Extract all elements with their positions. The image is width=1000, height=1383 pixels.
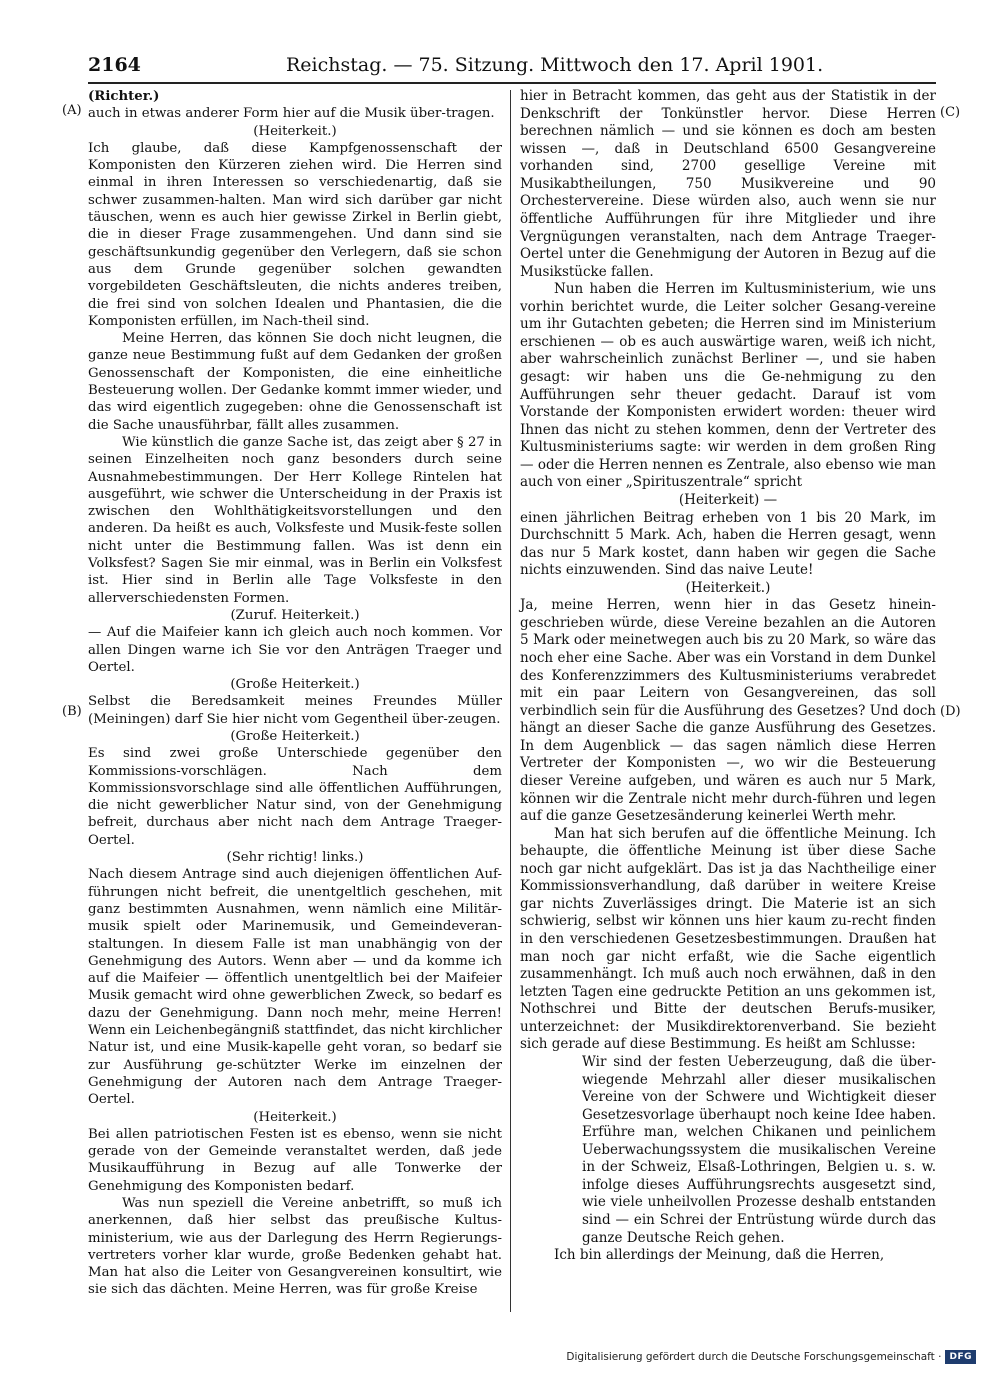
right-column [520, 88, 936, 1265]
margin-mark-a: (A) [62, 103, 82, 118]
credit-text: Digitalisierung gefördert durch die Deutsche Forschungsgemeinschaft · [566, 1351, 942, 1363]
margin-mark-b: (B) [62, 704, 82, 719]
paragraph: Nun haben die Herren im Kultusministerium, wie uns vorhin berichtet wurde, die Leiter solcher Gesang-vereine um ihr Gutachten gebeten; die Herren sind im Ministerium erschienen — ob es auch auswärtige waren, weiß ich nicht, aber wahrscheinlich zunächst Berliner —, und sie haben gesagt: wir haben uns die Ge-nehmigung zu den Aufführungen sehr theuer gedacht. Darauf ist vom Vorstande der Komponisten erwidert worden: theuer wird Ihnen das nicht zu stehen kommen, denn der Vertreter des Kultusministeriums sagte: wir werden in dem großen Ring — oder die Herren nennen es Zentrale, also ebenso wie man auch von einer „Spirituszentrale“ spricht [520, 281, 936, 491]
digitization-credit [566, 1350, 976, 1364]
dfg-logo: DFG [945, 1350, 976, 1364]
left-column [88, 88, 502, 1299]
paragraph: Ich glaube, daß diese Kampfgenossenschaft der Komponisten den Kürzeren ziehen wird. Die Herren sind einmal in ihren Interessen so verschiedenartig, daß sie schwer zusammen-halten. Man wird sich darüber gar nicht täuschen, wenn es auch hier gewisse Zirkel in Berlin giebt, die in dieser Frage zusammengehen. Und dann sind sie geschäftsunkundig gegenüber den Verlegern, daß sie schon aus dem Grunde gegenüber solchen gewandten vorgebildeten Geschäftsleuten, die nichts anderes treiben, die frei sind von solchen Idealen und Phantasien, die die Komponisten erfüllen, im Nach-theil sind. [88, 140, 502, 329]
speaker-name: (Richter.) [88, 89, 160, 104]
quoted-petition: Wir sind der festen Ueberzeugung, daß die über-wiegende Mehrzahl aller dieser musikalischen Vereine von der Schwere und Wichtigkeit dieser Gesetzesvorlage überhaupt noch keine Idee haben. Erführe man, welchen Chikanen und peinlichem Ueberwachungssystem die musikalischen Vereine in der Schweiz, Elsaß-Lothringen, Belgien u. s. w. infolge dieses Aufführungsrechts ausgesetzt sind, wie viele unheilvollen Prozesse deshalb entstanden sind — ein Schrei der Entrüstung würde durch das ganze Deutsche Reich gehen. [582, 1053, 936, 1246]
interjection: (Zuruf. Heiterkeit.) [230, 607, 360, 623]
interjection: (Heiterkeit.) [253, 1109, 337, 1125]
interjection: (Große Heiterkeit.) [230, 677, 360, 693]
running-header [88, 54, 936, 80]
header-rule [88, 82, 936, 84]
paragraph: Wie künstlich die ganze Sache ist, das zeigt aber § 27 in seinen Einzelheiten noch ganz besonders durch seine Ausnahmebestimmungen. Der Herr Kollege Rintelen hat ausgeführt, wie schwer die Unterscheidung in der Praxis ist zwischen den Wohlthätigkeitsvorstellungen und den anderen. Da heißt es auch, Volksfeste und Musik-feste sollen nicht unter die Bestimmung fallen. Was ist denn ein Volksfest? Sagen Sie mir einmal, was in Berlin ein Volksfest ist. Hier sind in Berlin alle Tage Volksfeste in den allerverschiedensten Formen. [88, 434, 502, 606]
interjection: (Große Heiterkeit.) [230, 728, 360, 744]
column-divider [510, 90, 511, 1312]
paragraph: Bei allen patriotischen Festen ist es ebenso, wenn sie nicht gerade von der Gemeinde veranstaltet werden, daß jede Musikaufführung in Bezug auf alle Tonwerke der Genehmigung des Komponisten bedarf. [88, 1126, 502, 1194]
paragraph: Ja, meine Herren, wenn hier in das Gesetz hinein-geschrieben würde, diese Vereine bezahlen an die Autoren 5 Mark oder meinetwegen auch bis zu 20 Mark, so wäre das noch eher eine Sache. Aber was ein Vorstand in dem Dunkel des Konferenzzimmers des Kultusministeriums verabredet mit ein paar Leitern von Gesangvereinen, das soll verbindlich sein für die Ausführung des Gesetzes? Und doch hängt an dieser Sache die ganze Ausführung des Gesetzes. In dem Augenblick — das sagen nämlich diese Herren Vertreter der Komponisten —, wo wir die Besteuerung dieser Vereine aufgeben, und wären es auch nur 5 Mark, können wir die Zentrale nicht mehr durch-führen und legen auf die ganze Gesetzesänderung keinerlei Werth mehr. [520, 597, 936, 825]
paragraph: Nach diesem Antrage sind auch diejenigen öffentlichen Auf-führungen nicht befreit, die unentgeltlich geschehen, mit ganz bestimmten Ausnahmen, wenn nämlich eine Militär-musik spielt oder Marinemusik, und Gemeindeveran-staltungen. In diesem Falle ist man unabhängig von der Genehmigung des Autors. Wenn aber — und da komme ich auf die Maifeier — öffentlich unentgeltlich bei der Maifeier Musik gemacht wird ohne gewerblichen Zweck, so bedarf es dazu der Genehmigung. Dann noch mehr, meine Herren! Wenn ein Leichenbegängniß stattfindet, das nicht kirchlicher Natur ist, und eine Musik-kapelle geht voran, so bedarf sie zur Ausführung ge-schützter Werke im einzelnen der Genehmigung der Autoren nach dem Antrage Traeger-Oertel. [88, 867, 502, 1108]
paragraph: — Auf die Maifeier kann ich gleich auch noch kommen. Vor allen Dingen warne ich Sie vor den Anträgen Traeger und Oertel. [88, 625, 502, 675]
paragraph: einen jährlichen Beitrag erheben von 1 bis 20 Mark, im Durchschnitt 5 Mark. Ach, haben die Herren gesagt, wenn das nur 5 Mark kostet, dann haben wir gegen die Sache nichts einzuwenden. Sind das naive Leute! [520, 509, 936, 579]
margin-mark-d: (D) [940, 704, 961, 719]
paragraph: Es sind zwei große Unterschiede gegenüber den Kommissions-vorschlägen. Nach dem Kommissionsvorschlage sind alle öffentlichen Aufführungen, die nicht gewerblicher Natur sind, von der Genehmigung befreit, durchaus aber nicht nach dem Antrage Traeger-Oertel. [88, 746, 502, 848]
interjection: (Sehr richtig! links.) [226, 850, 364, 866]
paragraph: Meine Herren, das können Sie doch nicht leugnen, die ganze neue Bestimmung fußt auf dem Gedanken der großen Genossenschaft der Komponisten, die eine einheitliche Besteuerung wollen. Der Gedanke kommt immer wieder, und das wird eigentlich zugegeben: ohne die Genossenschaft ist die Sache unausführbar, fällt alles zusammen. [88, 331, 502, 433]
interjection: (Heiterkeit.) [685, 579, 771, 596]
paragraph: Man hat sich berufen auf die öffentliche Meinung. Ich behaupte, die öffentliche Meinung ist über diese Sache noch gar nicht aufgeklärt. Das ist ja das Nachtheilige einer Kommissionsverhandlung, daß darüber in weitere Kreise gar nichts Zuverlässiges dringt. Die Materie ist an sich schwierig, selbst wir können uns hier kaum zu-recht finden in den verschiedenen Gesetzesbestimmungen. Draußen hat man noch gar nicht erfaßt, wie die Sache eigentlich zusammenhängt. Ich muß auch noch erwähnen, daß in den letzten Tagen eine gedruckte Petition an uns gekommen ist, Nothschrei und Bitte der deutschen Berufs-musiker, unterzeichnet: der Musikdirektorenverband. Sie bezieht sich gerade auf diese Bestimmung. Es heißt am Schlusse: [520, 825, 936, 1053]
running-title: Reichstag. — 75. Sitzung. Mittwoch den 17. April 1901. [286, 54, 824, 76]
page-number: 2164 [88, 54, 141, 76]
interjection: (Heiterkeit) — [678, 491, 778, 508]
paragraph: hier in Betracht kommen, das geht aus der Statistik in der Denkschrift der Tonkünstler hervor. Diese Herren berechnen nämlich — und sie können es doch am besten wissen —, daß in Deutschland 6500 Gesangvereine vorhanden sind, 2700 gesellige Vereine mit Musikabtheilungen, 750 Musikvereine und 90 Orchestervereine. Diese würden also, auch wenn sie nur öffentliche Aufführungen für ihre Mitglieder und ihre Vergnügungen veranstalten, nach dem Antrage Traeger-Oertel unter die Genehmigung der Autoren in Bezug auf die Musikstücke fallen. [520, 88, 936, 280]
margin-mark-c: (C) [940, 105, 961, 120]
paragraph: Was nun speziell die Vereine anbetrifft, so muß ich anerkennen, daß hier selbst das preußische Kultus-ministerium, wie aus der Darlegung des Herrn Regierungs-vertreters vorher klar wurde, große Bedenken gehabt hat. Man hat also die Leiter von Gesangvereinen konsultirt, wie sie sich das dächten. Meine Herren, was für große Kreise [88, 1196, 502, 1298]
paragraph: Ich bin allerdings der Meinung, daß die Herren, [554, 1247, 885, 1264]
paragraph: auch in etwas anderer Form hier auf die Musik über-tragen. [88, 106, 495, 122]
paragraph: Selbst die Beredsamkeit meines Freundes Müller (Meiningen) darf Sie hier nicht vom Gegentheil über-zeugen. [88, 694, 502, 727]
interjection: (Heiterkeit.) [253, 123, 337, 139]
